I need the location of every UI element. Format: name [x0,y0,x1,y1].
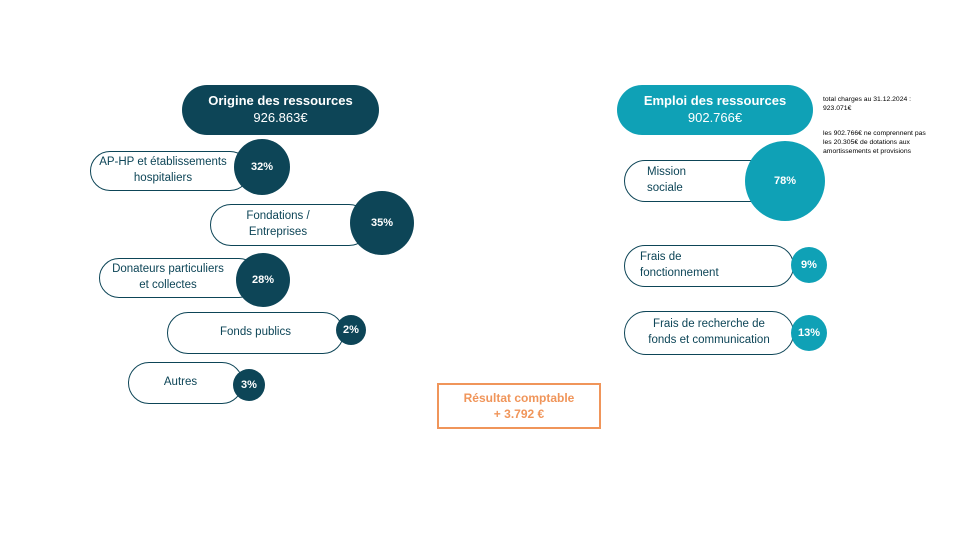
emploi-header [617,85,813,135]
origine-item-fondations-label: Fondations / Entreprises [246,210,310,238]
origine-item-donateurs [99,258,259,298]
origine-item-fonds-publics-percent: 2% [336,315,366,345]
emploi-item-fonctionnement [624,245,794,287]
origine-item-aphp-label: AP-HP et établissements hospitaliers [99,156,227,184]
emploi-item-mission-label: Mission sociale [647,166,686,194]
resultat-value: + 3.792 € [493,407,545,421]
emploi-title: Emploi des ressources [643,93,787,109]
origine-amount: 926.863€ [253,110,308,125]
emploi-item-fonctionnement-label: Frais de fonctionnement [640,251,719,279]
emploi-item-mission-percent: 78% [745,141,825,221]
emploi-item-recherche-label: Frais de recherche de fonds et communication [648,318,770,346]
charges-note-total: total charges au 31.12.2024 : 923.071€ [823,95,912,112]
charges-note [823,87,958,166]
origine-item-fonds-publics [167,312,344,354]
origine-item-donateurs-percent: 28% [236,253,290,307]
emploi-item-recherche [624,311,794,355]
resultat-title: Résultat comptable [463,390,575,405]
origine-item-fonds-publics-label: Fonds publics [220,326,291,339]
emploi-item-fonctionnement-percent: 9% [791,247,827,283]
origine-item-autres-percent: 3% [233,369,265,401]
origine-item-aphp [90,151,250,191]
origine-item-fondations [210,204,370,246]
emploi-item-recherche-percent: 13% [791,315,827,351]
resultat-box [437,383,601,429]
origine-header [182,85,379,135]
origine-item-aphp-percent: 32% [234,139,290,195]
origine-item-fondations-percent: 35% [350,191,414,255]
origine-item-autres-label: Autres [163,376,198,389]
charges-note-detail: les 902.766€ ne comprennent pas les 20.305€ de dotations aux amortissements et provisions [823,130,926,155]
origine-item-donateurs-label: Donateurs particuliers et collectes [112,263,224,291]
origine-title: Origine des ressources [208,93,353,109]
origine-item-autres [128,362,243,404]
emploi-amount: 902.766€ [687,110,743,125]
